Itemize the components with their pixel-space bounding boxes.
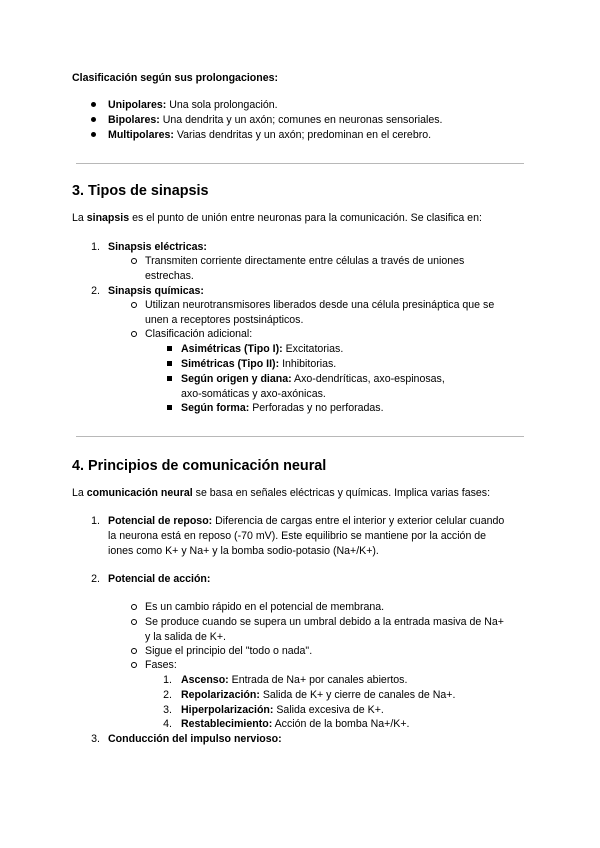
list-item: Según origen y diana: Axo-dendríticas, axo-espinosas, <box>181 373 445 385</box>
list-item-continuation: estrechas. <box>145 270 194 282</box>
conduccion-impulso-term: Conducción del impulso nervioso: <box>108 733 282 745</box>
list-item: Repolarización: Salida de K+ y cierre de canales de Na+. <box>181 689 456 701</box>
circle-bullet-icon <box>131 604 137 610</box>
circle-bullet-icon <box>131 619 137 625</box>
circle-bullet-icon <box>131 331 137 337</box>
potencial-reposo-item: Potencial de reposo: Diferencia de cargas entre el interior y exterior celular cuando <box>108 515 505 527</box>
list-item: Se produce cuando se supera un umbral debido a la entrada masiva de Na+ <box>145 616 504 628</box>
list-number: 3. <box>91 733 100 745</box>
square-bullet-icon <box>167 405 172 410</box>
list-item-continuation: iones como K+ y Na+ y la bomba sodio-potasio (Na+/K+). <box>108 545 379 557</box>
list-item: Bipolares: Una dendrita y un axón; comunes en neuronas sensoriales. <box>108 114 443 126</box>
section-divider <box>76 436 524 437</box>
list-item-continuation: y la salida de K+. <box>145 631 226 643</box>
list-item: Clasificación adicional: <box>145 328 253 340</box>
list-number: 1. <box>163 674 172 686</box>
bullet-icon <box>91 132 96 137</box>
clasificacion-title: Clasificación según sus prolongaciones: <box>72 72 279 84</box>
square-bullet-icon <box>167 376 172 381</box>
circle-bullet-icon <box>131 662 137 668</box>
list-item: Asimétricas (Tipo I): Excitatorias. <box>181 343 344 355</box>
square-bullet-icon <box>167 346 172 351</box>
list-number: 1. <box>91 241 100 253</box>
bullet-icon <box>91 102 96 107</box>
list-number: 2. <box>91 285 100 297</box>
list-number: 2. <box>91 573 100 585</box>
list-item-continuation: unen a receptores postsinápticos. <box>145 314 304 326</box>
bullet-icon <box>91 117 96 122</box>
list-item: Simétricas (Tipo II): Inhibitorias. <box>181 358 337 370</box>
sinapsis-electricas-term: Sinapsis eléctricas: <box>108 241 207 253</box>
list-item: Según forma: Perforadas y no perforadas. <box>181 402 384 414</box>
circle-bullet-icon <box>131 258 137 264</box>
list-number: 2. <box>163 689 172 701</box>
list-item: Utilizan neurotransmisores liberados desde una célula presináptica que se <box>145 299 495 311</box>
list-item: Restablecimiento: Acción de la bomba Na+/K+. <box>181 718 410 730</box>
list-item: Ascenso: Entrada de Na+ por canales abiertos. <box>181 674 408 686</box>
list-item: Hiperpolarización: Salida excesiva de K+. <box>181 704 384 716</box>
list-item: Es un cambio rápido en el potencial de membrana. <box>145 601 385 613</box>
circle-bullet-icon <box>131 648 137 654</box>
list-item-continuation: la neurona está en reposo (-70 mV). Este equilibrio se mantiene por la acción de <box>108 530 487 542</box>
section-divider <box>76 163 524 164</box>
list-item: Fases: <box>145 659 177 671</box>
section-heading-sinapsis: 3. Tipos de sinapsis <box>72 183 209 199</box>
list-item: Multipolares: Varias dendritas y un axón; predominan en el cerebro. <box>108 129 432 141</box>
sinapsis-intro: La sinapsis es el punto de unión entre neuronas para la comunicación. Se clasifica en: <box>72 212 482 224</box>
list-item: Transmiten corriente directamente entre células a través de uniones <box>145 255 465 267</box>
comunicacion-intro: La comunicación neural se basa en señales eléctricas y químicas. Implica varias fases: <box>72 487 491 499</box>
list-item: Unipolares: Una sola prolongación. <box>108 99 278 111</box>
list-number: 1. <box>91 515 100 527</box>
square-bullet-icon <box>167 361 172 366</box>
list-item-continuation: axo-somáticas y axo-axónicas. <box>181 388 326 400</box>
list-item: Sigue el principio del "todo o nada". <box>145 645 313 657</box>
sinapsis-quimicas-term: Sinapsis químicas: <box>108 285 204 297</box>
list-number: 4. <box>163 718 172 730</box>
potencial-accion-term: Potencial de acción: <box>108 573 211 585</box>
list-number: 3. <box>163 704 172 716</box>
circle-bullet-icon <box>131 302 137 308</box>
section-heading-comunicacion: 4. Principios de comunicación neural <box>72 458 327 474</box>
